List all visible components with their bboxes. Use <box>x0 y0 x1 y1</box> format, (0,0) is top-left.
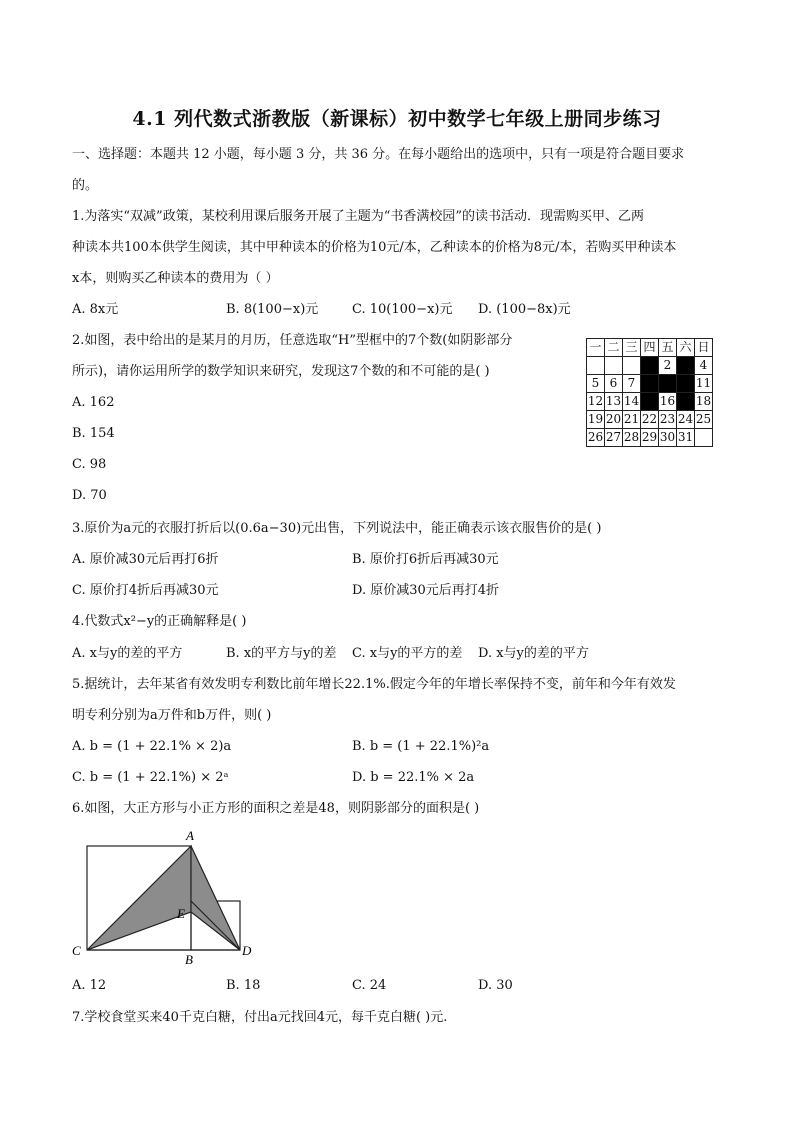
q4-option-c: C. x与y的平方的差 <box>352 646 463 661</box>
calendar-cell: 14 <box>623 393 641 411</box>
calendar-cell-shaded <box>641 375 659 393</box>
q3-option-a: A. 原价减30元后再打6折 <box>72 552 219 567</box>
q1-text-line3: x本，则购买乙种读本的费用为（ ） <box>72 271 279 286</box>
q7-text-line1: 7.学校食堂买来40千克白糖，付出a元找回4元，每千克白糖( )元. <box>72 1010 448 1025</box>
q5-option-b: B. b = (1 + 22.1%)²a <box>352 739 490 754</box>
calendar-cell-shaded <box>677 357 695 375</box>
calendar-cell: 20 <box>605 411 623 429</box>
q4-text-line1: 4.代数式x²−y的正确解释是( ) <box>72 614 247 629</box>
q5-option-d: D. b = 22.1% × 2a <box>352 770 475 785</box>
label-b: B <box>185 952 193 967</box>
calendar-cell: 11 <box>695 375 713 393</box>
calendar-cell: 21 <box>623 411 641 429</box>
calendar-cell: 26 <box>587 429 605 447</box>
calendar-cell: 7 <box>623 375 641 393</box>
page-title: 4.1 列代数式浙教版（新课标）初中数学七年级上册同步练习 <box>132 108 662 130</box>
q2-option-c: C. 98 <box>72 457 107 472</box>
calendar-cell-shaded <box>641 357 659 375</box>
calendar-cell: 23 <box>659 411 677 429</box>
label-c: C <box>72 943 81 958</box>
calendar-cell: 2 <box>659 357 677 375</box>
q3-text-line1: 3.原价为a元的衣服打折后以(0.6a−30)元出售，下列说法中，能正确表示该衣服售价的是( ) <box>72 521 602 536</box>
section-instructions-cont: 的。 <box>72 178 99 193</box>
calendar-cell: 22 <box>641 411 659 429</box>
calendar-cell-shaded <box>677 393 695 411</box>
q4-option-d: D. x与y的差的平方 <box>478 646 589 661</box>
q1-option-b: B. 8(100−x)元 <box>226 302 319 317</box>
calendar-cell-shaded <box>659 375 677 393</box>
section-instructions: 一、选择题：本题共 12 小题，每小题 3 分，共 36 分。在每小题给出的选项中，只有一项是符合题目要求 <box>72 147 685 162</box>
label-e: E <box>177 906 185 921</box>
calendar-header-row <box>587 339 713 357</box>
q1-text-line1: 1.为落实“双减”政策，某校利用课后服务开展了主题为“书香满校园”的读书活动．现需购买甲、乙两 <box>72 209 644 224</box>
q5-option-c: C. b = (1 + 22.1%) × 2ᵃ <box>72 770 229 785</box>
q1-option-a: A. 8x元 <box>72 302 119 317</box>
calendar-cell: 5 <box>587 375 605 393</box>
label-d: D <box>242 943 252 958</box>
shaded-triangle-aed <box>191 846 240 950</box>
q5-text-line2: 明专利分别为a万件和b万件，则( ) <box>72 708 272 723</box>
calendar-header-cell: 日 <box>695 339 713 357</box>
calendar-header-cell: 二 <box>605 339 623 357</box>
calendar-header-cell: 一 <box>587 339 605 357</box>
calendar-row <box>587 411 713 429</box>
calendar-header-cell: 五 <box>659 339 677 357</box>
q6-option-a: A. 12 <box>72 978 107 993</box>
calendar-cell: 31 <box>677 429 695 447</box>
calendar-cell: 12 <box>587 393 605 411</box>
calendar-cell-shaded <box>641 393 659 411</box>
q6-option-c: C. 24 <box>352 978 387 993</box>
q2-text-line1: 2.如图，表中给出的是某月的月历，任意选取“H”型框中的7个数(如阴影部分 <box>72 333 513 348</box>
label-a: A <box>186 828 194 843</box>
q5-text-line1: 5.据统计，去年某省有效发明专利数比前年增长22.1%.假定今年的年增长率保持不变，前年和今年有效发 <box>72 677 676 692</box>
calendar-cell <box>605 357 623 375</box>
calendar-cell: 18 <box>695 393 713 411</box>
q2-text-line2: 所示)，请你运用所学的数学知识来研究，发现这7个数的和不可能的是( ) <box>72 364 490 379</box>
shaded-triangle-ace <box>87 846 191 950</box>
q6-option-b: B. 18 <box>226 978 261 993</box>
calendar-cell: 13 <box>605 393 623 411</box>
calendar-cell: 4 <box>695 357 713 375</box>
q6-text-line1: 6.如图，大正方形与小正方形的面积之差是48，则阴影部分的面积是( ) <box>72 801 480 816</box>
calendar-header-cell: 三 <box>623 339 641 357</box>
calendar-row <box>587 375 713 393</box>
calendar-row <box>587 357 713 375</box>
calendar-cell: 27 <box>605 429 623 447</box>
squares-figure <box>70 828 270 968</box>
calendar-cell: 29 <box>641 429 659 447</box>
calendar-header-cell: 六 <box>677 339 695 357</box>
q1-text-line2: 种读本共100本供学生阅读，其中甲种读本的价格为10元/本，乙种读本的价格为8元/本，若购买甲种读本 <box>72 240 677 255</box>
calendar-cell: 24 <box>677 411 695 429</box>
calendar-cell: 28 <box>623 429 641 447</box>
q4-option-a: A. x与y的差的平方 <box>72 646 183 661</box>
q2-option-d: D. 70 <box>72 488 107 503</box>
q2-option-a: A. 162 <box>72 395 115 410</box>
calendar-table <box>586 338 713 447</box>
q3-option-b: B. 原价打6折后再减30元 <box>352 552 499 567</box>
calendar-cell-shaded <box>677 375 695 393</box>
calendar-row <box>587 393 713 411</box>
q2-option-b: B. 154 <box>72 426 115 441</box>
q3-option-c: C. 原价打4折后再减30元 <box>72 583 219 598</box>
q5-option-a: A. b = (1 + 22.1% × 2)a <box>72 739 232 754</box>
calendar-cell: 25 <box>695 411 713 429</box>
calendar-cell: 16 <box>659 393 677 411</box>
calendar-cell: 19 <box>587 411 605 429</box>
calendar-cell <box>695 429 713 447</box>
q1-option-c: C. 10(100−x)元 <box>352 302 453 317</box>
calendar-cell: 6 <box>605 375 623 393</box>
q4-option-b: B. x的平方与y的差 <box>226 646 337 661</box>
q1-option-d: D. (100−8x)元 <box>478 302 571 317</box>
calendar-header-cell: 四 <box>641 339 659 357</box>
q6-option-d: D. 30 <box>478 978 513 993</box>
calendar-cell: 30 <box>659 429 677 447</box>
calendar-cell <box>587 357 605 375</box>
calendar-row <box>587 429 713 447</box>
q3-option-d: D. 原价减30元后再打4折 <box>352 583 500 598</box>
calendar-cell <box>623 357 641 375</box>
